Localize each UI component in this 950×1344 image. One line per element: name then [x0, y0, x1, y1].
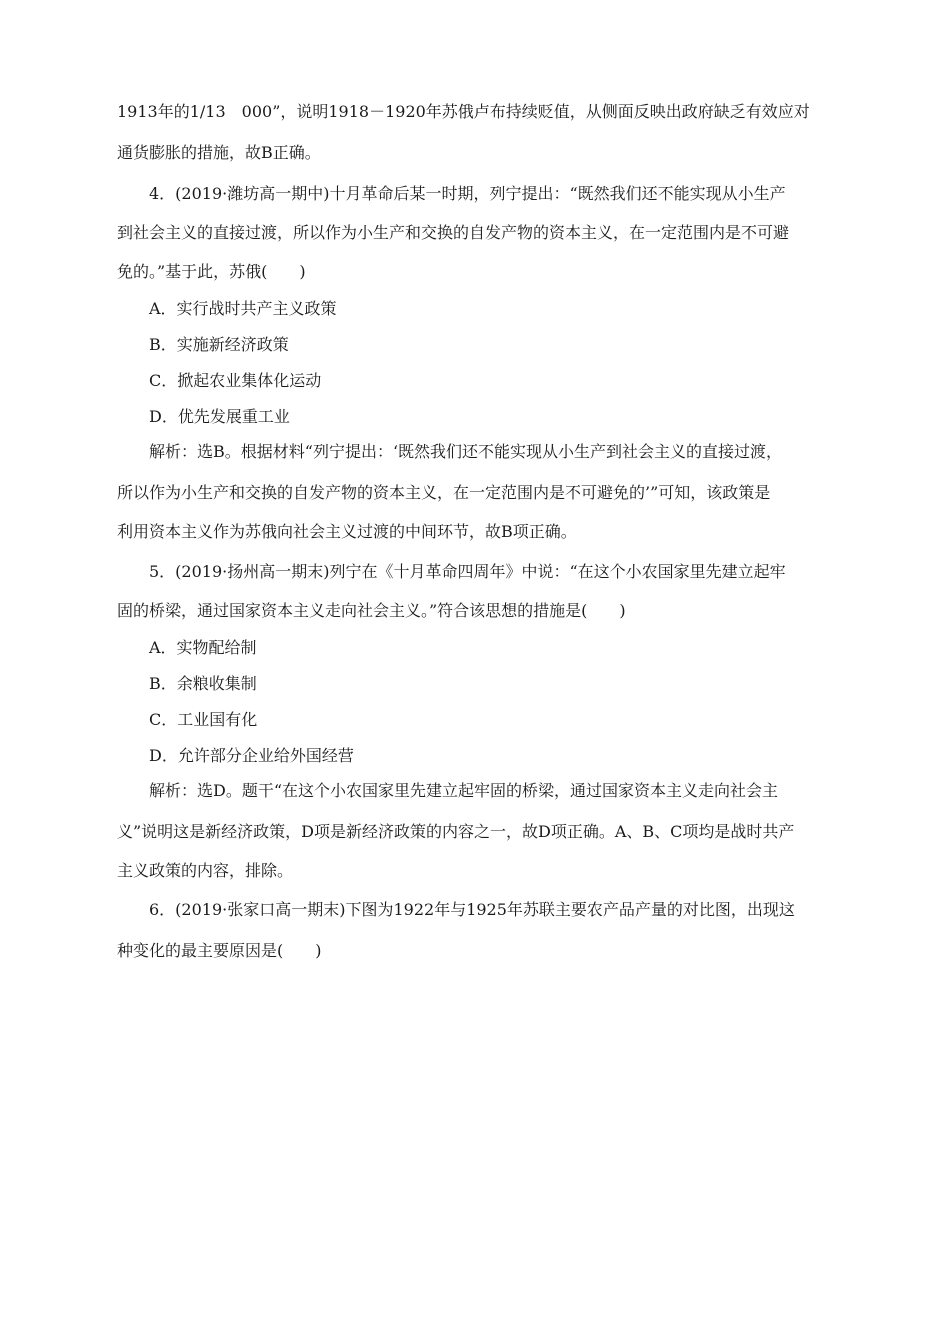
question-5-option-c: C．工业国有化: [149, 710, 258, 729]
question-4-stem-line-3: 免的。”基于此，苏俄( ): [117, 262, 306, 281]
question-4-option-c: C．掀起农业集体化运动: [149, 371, 322, 390]
question-4-stem-line-1: 4．(2019·潍坊高一期中)十月革命后某一时期，列宁提出：“既然我们还不能实现从小生产: [149, 184, 786, 203]
question-4-option-d: D．优先发展重工业: [149, 407, 290, 426]
question-5-analysis-line-1: 解析：选D。题干“在这个小农国家里先建立起牢固的桥梁，通过国家资本主义走向社会主: [149, 781, 779, 800]
question-4-option-b: B．实施新经济政策: [149, 335, 289, 354]
question-4-option-a: A．实行战时共产主义政策: [149, 299, 337, 318]
question-4-analysis-line-3: 利用资本主义作为苏俄向社会主义过渡的中间环节，故B项正确。: [117, 522, 577, 541]
question-5-stem-line-1: 5．(2019·扬州高一期末)列宁在《十月革命四周年》中说：“在这个小农国家里先建立起牢: [149, 562, 786, 581]
question-5-option-d: D．允许部分企业给外国经营: [149, 746, 354, 765]
question-4-stem-line-2: 到社会主义的直接过渡，所以作为小生产和交换的自发产物的资本主义，在一定范围内是不可避: [117, 223, 790, 242]
question-5-option-b: B．余粮收集制: [149, 674, 257, 693]
question-5-analysis-line-2: 义”说明这是新经济政策，D项是新经济政策的内容之一，故D项正确。A、B、C项均是战时共产: [117, 822, 795, 841]
question-5-analysis-line-3: 主义政策的内容，排除。: [117, 861, 294, 880]
question-4-analysis-line-2: 所以作为小生产和交换的自发产物的资本主义，在一定范围内是不可避免的’”可知，该政策是: [117, 483, 771, 502]
question-6-stem-line-1: 6．(2019·张家口高一期末)下图为1922年与1925年苏联主要农产品产量的对比图，出现这: [149, 900, 795, 919]
answer-3-text-line-1: 1913年的1/13 000”，说明1918－1920年苏俄卢布持续贬值，从侧面反映出政府缺乏有效应对: [117, 102, 810, 121]
question-4-analysis-line-1: 解析：选B。根据材料“列宁提出：‘既然我们还不能实现从小生产到社会主义的直接过渡，: [149, 442, 783, 461]
question-5-stem-line-2: 固的桥梁，通过国家资本主义走向社会主义。”符合该思想的措施是( ): [117, 601, 626, 620]
answer-3-text-line-2: 通货膨胀的措施，故B正确。: [117, 143, 321, 162]
question-6-stem-line-2: 种变化的最主要原因是( ): [117, 941, 322, 960]
question-5-option-a: A．实物配给制: [149, 638, 257, 657]
